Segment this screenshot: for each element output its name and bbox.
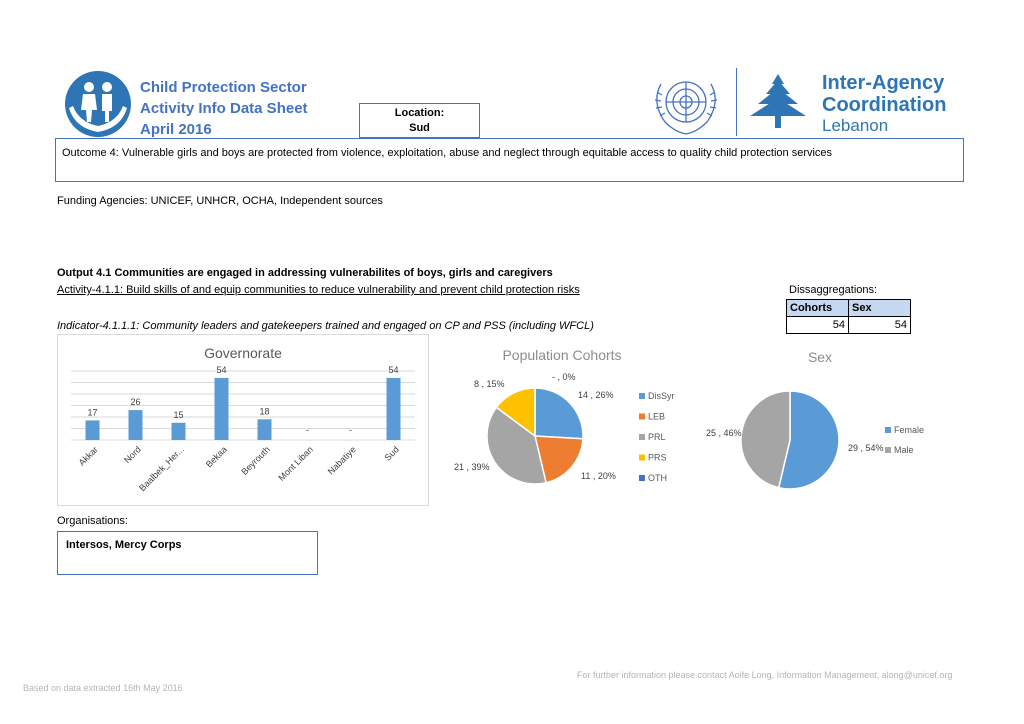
- bar-data-label: 54: [216, 364, 227, 375]
- location-label: Location:: [394, 107, 445, 119]
- location-value: Sud: [409, 122, 430, 134]
- iac-line2: Coordination: [822, 94, 947, 116]
- funding-agencies: Funding Agencies: UNICEF, UNHCR, OCHA, Independent sources: [57, 195, 383, 207]
- pie-data-label: - , 0%: [552, 372, 576, 382]
- bar-category-label: Sud: [382, 444, 401, 463]
- header-titles: [140, 77, 308, 140]
- cedar-icon: [746, 72, 810, 132]
- legend-swatch: [885, 447, 891, 453]
- governorate-bar-chart: [57, 334, 429, 506]
- bar: [129, 410, 143, 440]
- iac-line1: Inter-Agency: [822, 72, 945, 94]
- sex-pie-chart: [700, 340, 950, 510]
- bar-category-label: Baalbek_Her...: [137, 444, 186, 494]
- bar-category-label: Nord: [122, 444, 143, 466]
- bar-data-label: 26: [130, 397, 141, 408]
- sector-title: Child Protection Sector: [140, 79, 307, 96]
- cohorts-chart-title: Population Cohorts: [502, 347, 622, 363]
- legend-swatch: [639, 393, 645, 399]
- pie-data-label: 25 , 46%: [706, 428, 742, 438]
- pie-data-label: 14 , 26%: [578, 390, 614, 400]
- logo-divider: [736, 68, 737, 136]
- iac-text: [822, 72, 946, 136]
- legend-label: PRS: [648, 452, 667, 463]
- location-box: [359, 103, 480, 138]
- dis-header-cohorts: Cohorts: [787, 300, 849, 317]
- pie-data-label: 29 , 54%: [848, 443, 884, 453]
- organisations-label: Organisations:: [57, 515, 128, 527]
- legend-swatch: [885, 427, 891, 433]
- bar-chart-title: Governorate: [204, 345, 282, 361]
- bar-category-label: Mont Liban: [276, 444, 315, 483]
- legend-label: PRL: [648, 432, 666, 442]
- bar-category-label: Beyrouth: [239, 444, 272, 477]
- legend-label: LEB: [648, 411, 666, 422]
- un-emblem-icon: [643, 70, 729, 138]
- disaggregations-label: Dissaggregations:: [789, 284, 878, 296]
- legend-label: DisSyr: [648, 391, 675, 401]
- legend-label: Male: [894, 445, 914, 455]
- dis-value-cohorts: 54: [787, 317, 849, 334]
- bar: [215, 378, 229, 440]
- organisations-box: Intersos, Mercy Corps: [57, 531, 318, 575]
- pie-slice: [535, 388, 583, 439]
- output-title: Output 4.1 Communities are engaged in addressing vulnerabilites of boys, girls and caregivers: [57, 267, 553, 279]
- pie-data-label: 8 , 15%: [474, 379, 505, 389]
- bar: [86, 420, 100, 440]
- bar-category-label: Nabatiye: [325, 444, 358, 477]
- activity-title: Activity-4.1.1: Build skills of and equip communities to reduce vulnerability and prevent child protection risks: [57, 284, 580, 296]
- bar: [172, 423, 186, 440]
- footer-date: Based on data extracted 16th May 2016: [23, 683, 183, 693]
- child-protection-logo: [63, 70, 135, 140]
- legend-swatch: [639, 414, 645, 420]
- legend-swatch: [639, 434, 645, 440]
- legend-swatch: [639, 455, 645, 461]
- indicator-title: Indicator-4.1.1.1: Community leaders and gatekeepers trained and engaged on CP and PSS (including WFCL): [57, 320, 594, 332]
- bar: [258, 419, 272, 440]
- bar-data-label: -: [306, 425, 309, 435]
- legend-label: OTH: [648, 473, 667, 483]
- sheet-title: Activity Info Data Sheet: [140, 100, 308, 117]
- legend-label: Female: [894, 425, 925, 435]
- pie-slice: [741, 391, 790, 488]
- dis-value-sex: 54: [849, 317, 911, 334]
- disaggregations-table: [786, 299, 911, 334]
- iac-line3: Lebanon: [822, 116, 889, 135]
- pie-data-label: 11 , 20%: [581, 471, 616, 481]
- bar-data-label: 15: [173, 409, 184, 420]
- bar-category-label: Bekaa: [203, 444, 229, 470]
- bar: [387, 378, 401, 440]
- pie-data-label: 21 , 39%: [454, 462, 490, 472]
- bar-data-label: 17: [87, 407, 98, 418]
- dis-header-sex: Sex: [849, 300, 911, 317]
- outcome-box: Outcome 4: Vulnerable girls and boys are protected from violence, exploitation, abuse and neglect through equitable access to quality child protection services: [55, 138, 964, 182]
- legend-swatch: [639, 475, 645, 481]
- bar-category-label: Akkar: [76, 444, 100, 468]
- sex-chart-title: Sex: [807, 349, 833, 365]
- footer-contact: For further information please contact Aoife Long, Information Management, along@unicef.org: [577, 670, 953, 680]
- bar-data-label: 54: [388, 364, 399, 375]
- bar-data-label: 18: [259, 406, 270, 417]
- bar-data-label: -: [349, 425, 352, 435]
- period-title: April 2016: [140, 121, 212, 138]
- population-cohorts-pie-chart: [448, 340, 688, 510]
